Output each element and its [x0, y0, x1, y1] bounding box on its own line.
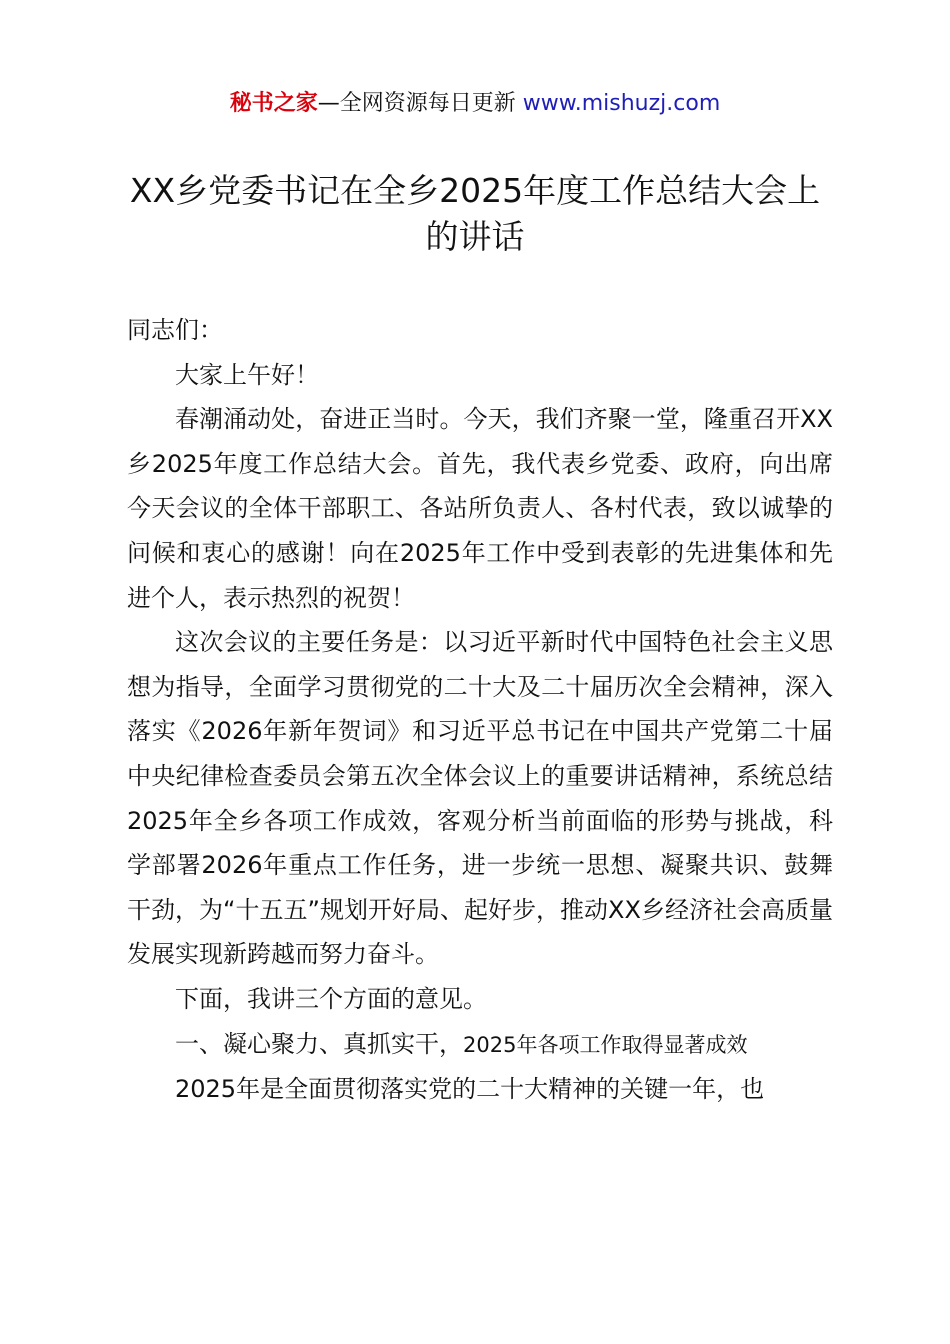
document-title: XX乡党委书记在全乡2025年度工作总结大会上的讲话: [129, 171, 821, 256]
section-heading-1-prefix: 一、凝心聚力、真抓实干，: [175, 1029, 463, 1058]
paragraph-section-1-start: 2025年是全面贯彻落实党的二十大精神的关键一年，也: [175, 1075, 765, 1104]
section-heading-1: [127, 1022, 833, 1068]
greeting: 大家上午好！: [175, 360, 319, 389]
salutation: 同志们：: [127, 316, 223, 344]
site-url-link[interactable]: www.mishuzj.com: [522, 91, 721, 116]
document-body: [127, 308, 833, 1112]
paragraph-opening: 春潮涌动处，奋进正当时。今天，我们齐聚一堂，隆重召开XX乡2025年度工作总结大会。首先，我代表乡党委、政府，向出席今天会议的全体干部职工、各站所负责人、各村代表，致以诚挚的问候和衷心的感谢！向在2025年工作中受到表彰的先进集体和先进个人，表示热烈的祝贺！: [127, 405, 833, 612]
paragraph-outline: 下面，我讲三个方面的意见。: [175, 984, 487, 1013]
site-tagline: —全网资源每日更新: [317, 91, 523, 116]
site-header: [0, 88, 950, 120]
section-heading-1-rest: 2025年各项工作取得显著成效: [463, 1032, 748, 1057]
site-brand: 秘书之家: [229, 91, 318, 116]
paragraph-tasks: 这次会议的主要任务是：以习近平新时代中国特色社会主义思想为指导，全面学习贯彻党的二十大及二十届历次全会精神，深入落实《2026年新年贺词》和习近平总书记在中国共产党第二十届中央纪律检查委员会第五次全体会议上的重要讲话精神，系统总结2025年全乡各项工作成效，客观分析当前面临的形势与挑战，科学部署2026年重点工作任务，进一步统一思想、凝聚共识、鼓舞干劲，为“十五五”规划开好局、起好步，推动XX乡经济社会高质量发展实现新跨越而努力奋斗。: [127, 628, 833, 969]
